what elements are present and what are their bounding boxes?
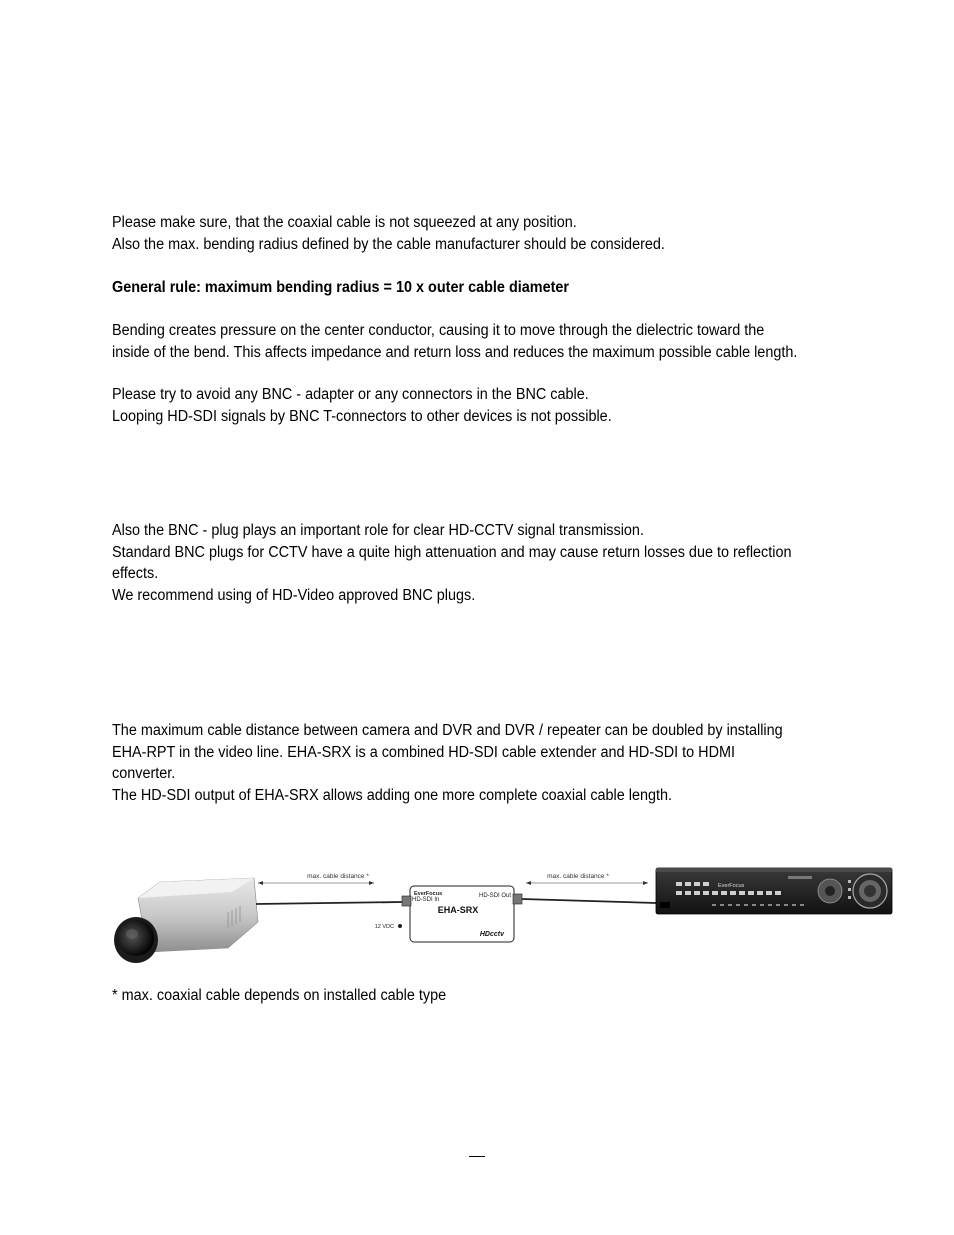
text-line: We recommend using of HD-Video approved BNC plugs. [112, 586, 476, 604]
dvr-icon [656, 868, 892, 914]
connection-diagram [108, 860, 898, 970]
coax-cable-left [256, 902, 402, 904]
footnote: * max. coaxial cable depends on installed cable type [112, 987, 447, 1004]
device-name: EHA-SRX [437, 905, 479, 915]
text-line: Also the BNC - plug plays an important role for clear HD-CCTV signal transmission. [112, 522, 644, 539]
general-rule-heading [112, 277, 862, 299]
coax-cable-right [522, 899, 656, 903]
text-line: The maximum cable distance between camera and DVR and DVR / repeater can be doubled by installing [112, 722, 783, 739]
cable-squeeze-paragraph [112, 212, 862, 255]
text-line: Please make sure, that the coaxial cable is not squeezed at any position. [112, 214, 577, 231]
cable-distance-label-left: max. cable distance * [307, 873, 369, 880]
power-jack-icon [398, 924, 402, 928]
power-label: 12 VDC [374, 924, 394, 930]
text-line: Looping HD-SDI signals by BNC T-connectors to other devices is not possible. [112, 407, 612, 425]
distance-paragraph [112, 720, 862, 806]
eha-srx-device [375, 886, 522, 942]
text-line: EHA-RPT in the video line. EHA-SRX is a combined HD-SDI cable extender and HD-SDI to HDMI [112, 743, 736, 761]
page-number-underline [469, 1156, 485, 1157]
text-line: effects. [112, 565, 159, 583]
cable-distance-label-right: max. cable distance * [547, 873, 609, 880]
text-line: converter. [112, 765, 176, 783]
bnc-plug-paragraph [112, 520, 862, 606]
text-line: Also the max. bending radius defined by the cable manufacturer should be considered. [112, 235, 665, 253]
hdcctv-logo: HDcctv [479, 931, 504, 938]
text-line: inside of the bend. This affects impedance and return loss and reduces the maximum possible cable length. [112, 343, 798, 361]
bnc-in-connector-icon [402, 896, 411, 906]
port-out-label: HD-SDI Out [478, 893, 511, 899]
text-line: Please try to avoid any BNC - adapter or any connectors in the BNC cable. [112, 386, 589, 403]
device-brand: EverFocus [414, 891, 443, 897]
text-line: Bending creates pressure on the center conductor, causing it to move through the dielectric toward the [112, 322, 765, 339]
bending-paragraph [112, 320, 862, 363]
adapter-paragraph [112, 384, 862, 427]
text-line: The HD-SDI output of EHA-SRX allows adding one more complete coaxial cable length. [112, 786, 673, 804]
port-in-label: HD-SDI In [412, 897, 440, 903]
text-line: Standard BNC plugs for CCTV have a quite high attenuation and may cause return losses due to reflection [112, 543, 792, 561]
text-line: General rule: maximum bending radius = 10 x outer cable diameter [112, 279, 570, 296]
camera-icon [114, 878, 258, 963]
dvr-brand: EverFocus [718, 883, 745, 889]
bnc-out-connector-icon [513, 894, 522, 904]
